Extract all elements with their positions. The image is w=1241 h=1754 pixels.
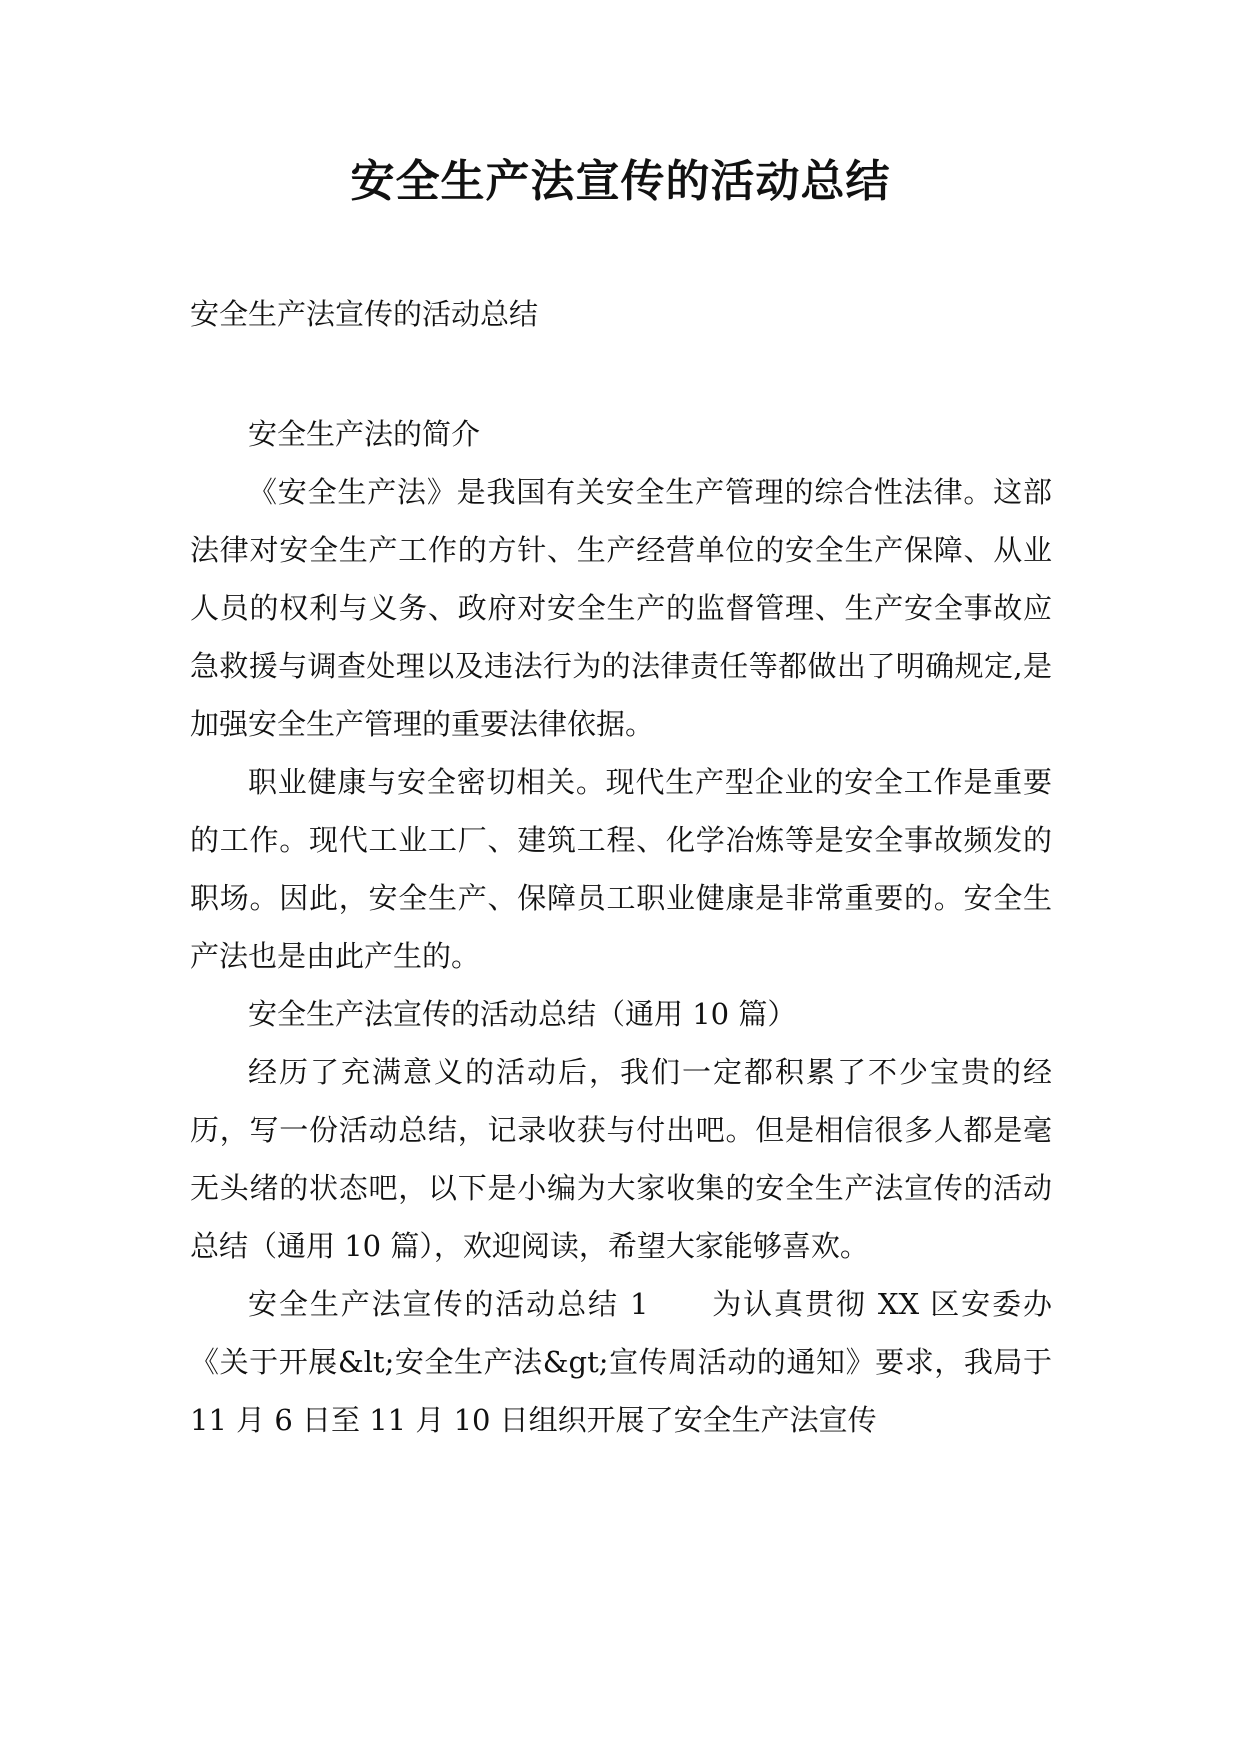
- section-heading-summary: 安全生产法宣传的活动总结（通用 10 篇）: [248, 997, 797, 1031]
- paragraph-summary-intro: 经历了充满意义的活动后，我们一定都积累了不少宝贵的经历，写一份活动总结，记录收获与付出吧。但是相信很多人都是毫无头绪的状态吧，以下是小编为大家收集的安全生产法宣传的活动总结（通用 10 篇），欢迎阅读，希望大家能够喜欢。: [190, 1055, 1052, 1263]
- document-title: 安全生产法宣传的活动总结: [350, 156, 891, 207]
- section-heading-intro: 安全生产法的简介: [248, 417, 481, 451]
- paragraph-summary-1: 安全生产法宣传的活动总结 1 为认真贯彻 XX 区安委办《关于开展&lt;安全生产法&gt;宣传周活动的通知》要求，我局于 11 月 6 日至 11 月 10 日组织开展了安全生产法宣传: [190, 1287, 1052, 1437]
- document-subtitle: 安全生产法宣传的活动总结: [190, 297, 539, 331]
- document-body: [190, 405, 1052, 1449]
- paragraph-occupational-health: 职业健康与安全密切相关。现代生产型企业的安全工作是重要的工作。现代工业工厂、建筑工程、化学冶炼等是安全事故频发的职场。因此，安全生产、保障员工职业健康是非常重要的。安全生产法也是由此产生的。: [190, 765, 1052, 973]
- paragraph-law-overview: 《安全生产法》是我国有关安全生产管理的综合性法律。这部法律对安全生产工作的方针、生产经营单位的安全生产保障、从业人员的权利与义务、政府对安全生产的监督管理、生产安全事故应急救援与调查处理以及违法行为的法律责任等都做出了明确规定,是加强安全生产管理的重要法律依据。: [190, 475, 1052, 741]
